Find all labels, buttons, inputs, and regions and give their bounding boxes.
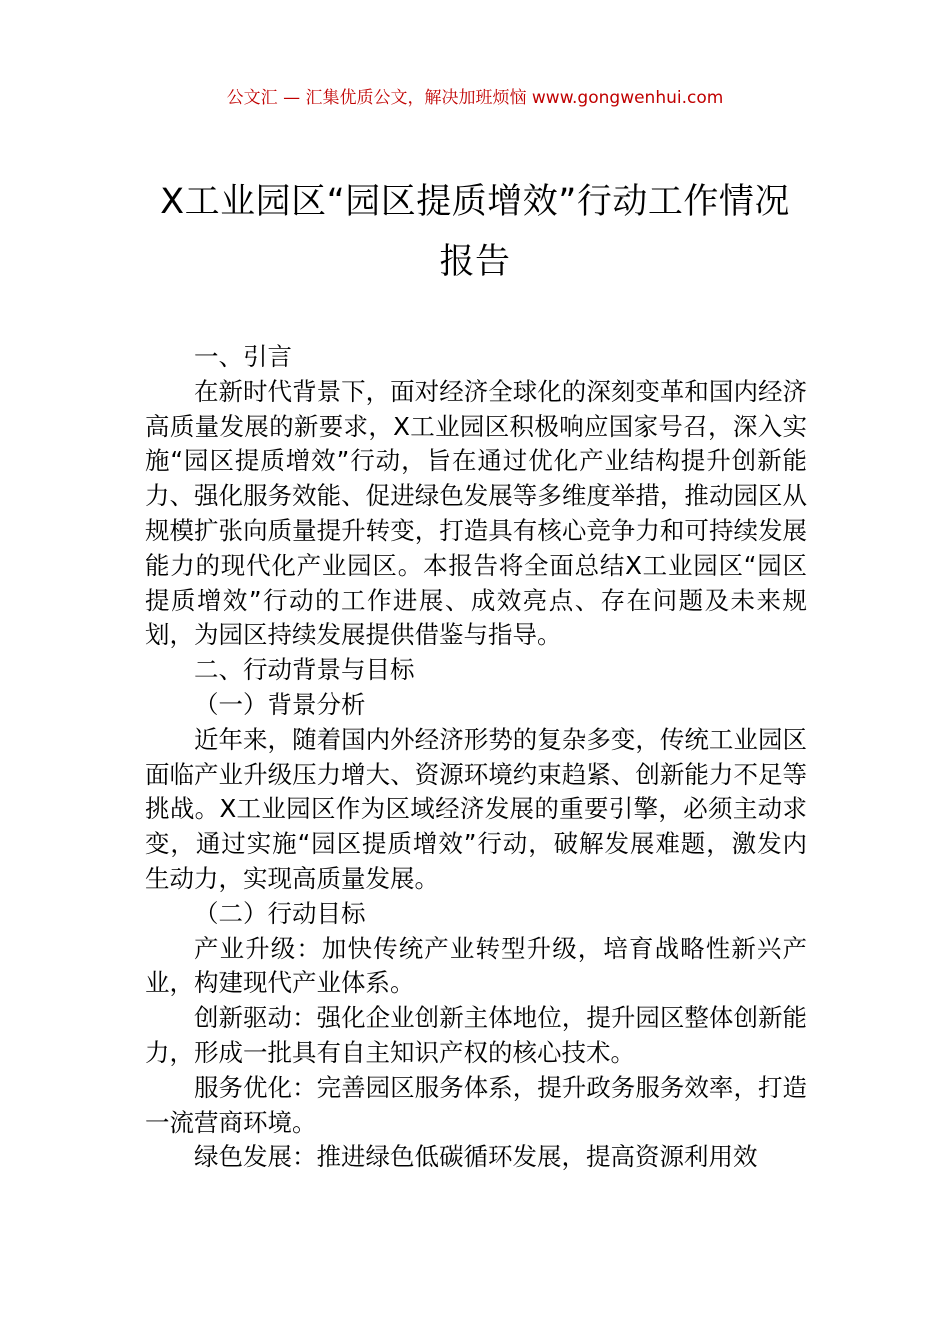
- document-title: X工业园区“园区提质增效”行动工作情况报告: [160, 182, 790, 282]
- paragraph-goal-innovation: 创新驱动：强化企业创新主体地位，提升园区整体创新能力，形成一批具有自主知识产权的核心技术。: [145, 1003, 807, 1067]
- site-banner: 公文汇 — 汇集优质公文，解决加班烦恼 www.gongwenhui.com: [226, 88, 724, 108]
- section-heading-intro: 一、引言: [194, 342, 292, 371]
- paragraph-goal-green: 绿色发展：推进绿色低碳循环发展，提高资源利用效: [194, 1142, 758, 1172]
- subsection-heading-background: （一）背景分析: [194, 689, 366, 719]
- document-body: [145, 340, 807, 1175]
- paragraph-intro: 在新时代背景下，面对经济全球化的深刻变革和国内经济高质量发展的新要求，X工业园区积极响应国家号召，深入实施“园区提质增效”行动，旨在通过优化产业结构提升创新能力、强化服务效能、促进绿色发展等多维度举措，推动园区从规模扩张向质量提升转变，打造具有核心竞争力和可持续发展能力的现代化产业园区。本报告将全面总结X工业园区“园区提质增效”行动的工作进展、成效亮点、存在问题及未来规划，为园区持续发展提供借鉴与指导。: [145, 376, 807, 650]
- section-heading-background-goals: 二、行动背景与目标: [194, 655, 415, 685]
- paragraph-background: 近年来，随着国内外经济形势的复杂多变，传统工业园区面临产业升级压力增大、资源环境约束趋紧、创新能力不足等挑战。X工业园区作为区域经济发展的重要引擎，必须主动求变，通过实施“园区提质增效”行动，破解发展难题，激发内生动力，实现高质量发展。: [145, 724, 807, 893]
- paragraph-goal-industry: 产业升级：加快传统产业转型升级，培育战略性新兴产业，构建现代产业体系。: [145, 933, 807, 998]
- subsection-heading-goals: （二）行动目标: [194, 898, 366, 928]
- paragraph-goal-service: 服务优化：完善园区服务体系，提升政务服务效率，打造一流营商环境。: [145, 1072, 807, 1137]
